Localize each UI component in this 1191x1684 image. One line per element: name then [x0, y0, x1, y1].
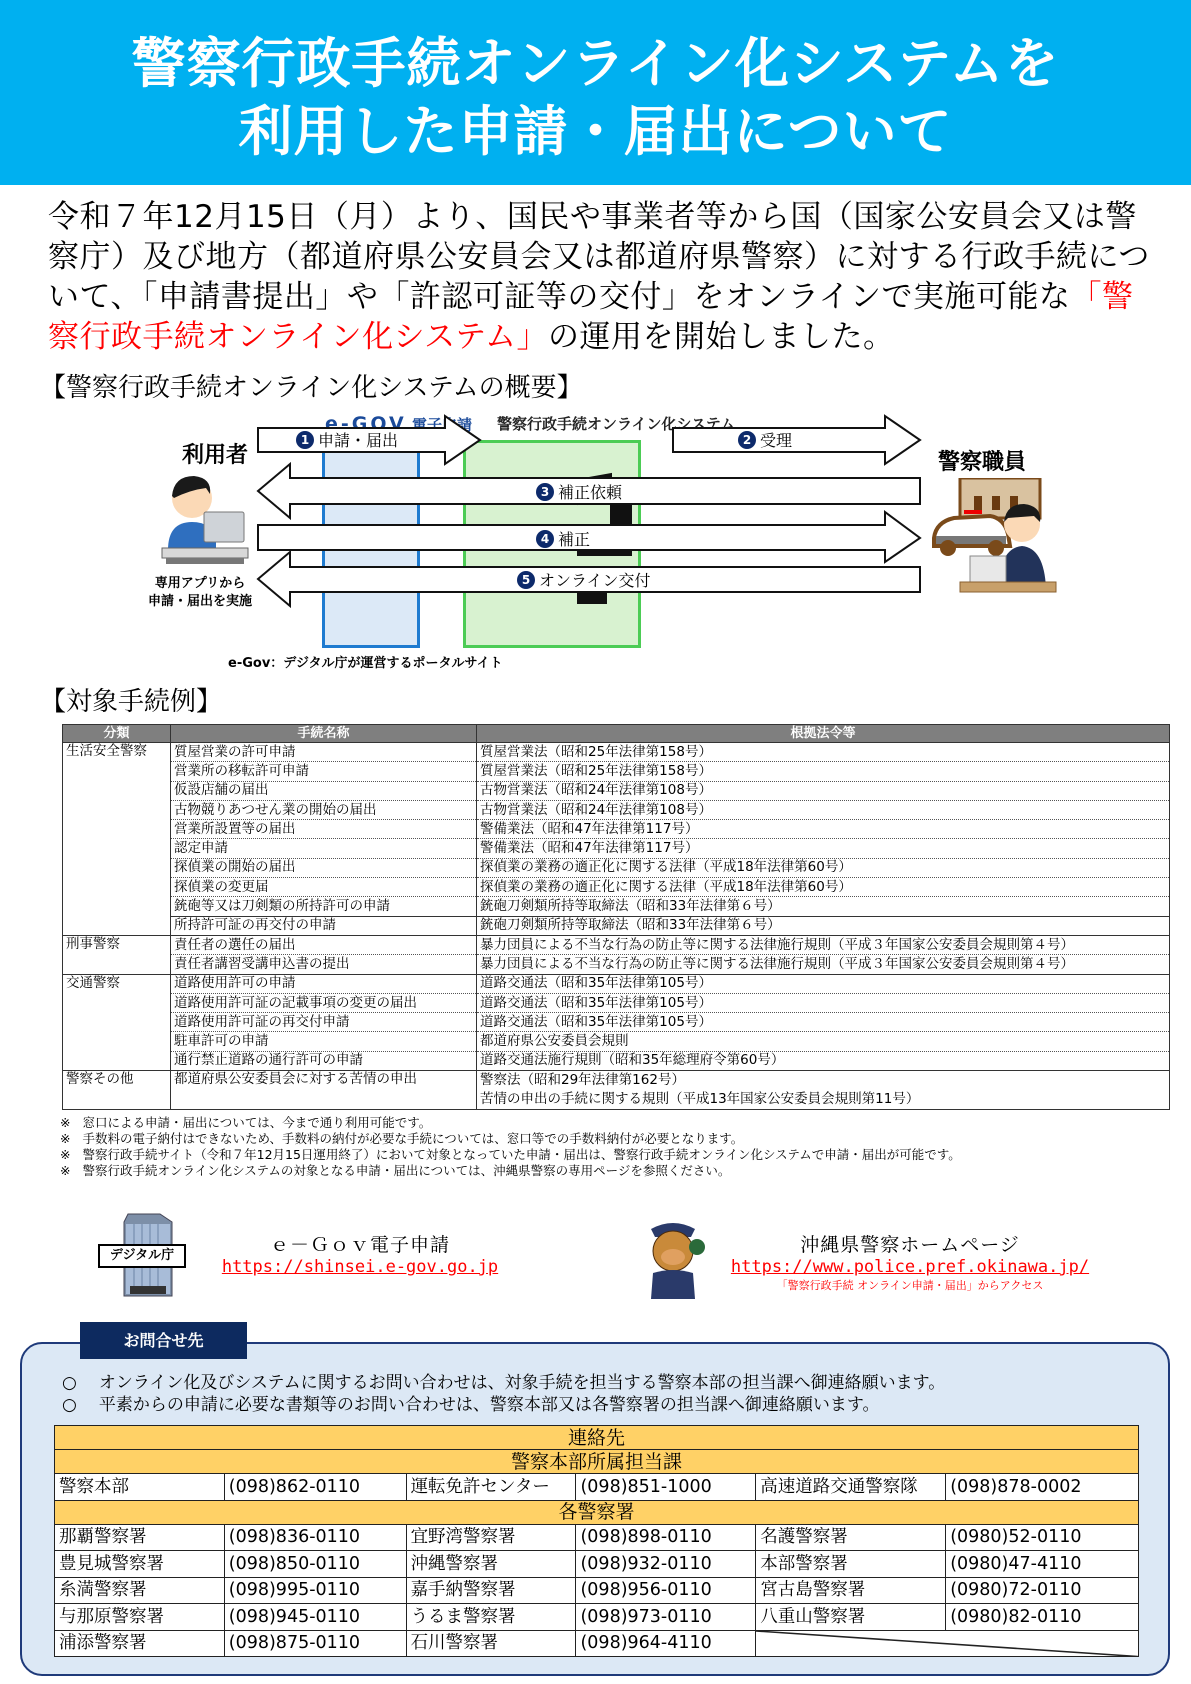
station-name: 八重山警察署: [756, 1604, 946, 1631]
flow-arrows: [140, 400, 1100, 680]
column-header-law: 根拠法令等: [477, 725, 1170, 743]
law-cell: 都道府県公安委員会規則: [477, 1032, 1170, 1051]
table-row: [63, 916, 1170, 935]
law-cell: 質屋営業法（昭和25年法律第158号）: [477, 743, 1170, 762]
table-row: [63, 781, 1170, 800]
table-title-row: 連絡先: [55, 1426, 1139, 1450]
office-name: 警察本部: [55, 1474, 225, 1501]
page-title-line2: 利用した申請・届出について: [238, 100, 953, 163]
contact-tab: お問合せ先: [80, 1322, 247, 1359]
station-name: 豊見城警察署: [55, 1551, 225, 1578]
procedure-name: 銃砲等又は刀剣類の所持許可の申請: [171, 897, 477, 916]
law-cell: 道路交通法（昭和35年法律第105号）: [477, 974, 1170, 993]
stations-header-row: 各警察署: [55, 1500, 1139, 1524]
empty-cell: [756, 1630, 1139, 1657]
procedure-name: 道路使用許可証の再交付申請: [171, 1013, 477, 1032]
phone-number: (098)836-0110: [224, 1524, 406, 1551]
law-cell: 銃砲刀剣類所持等取締法（昭和33年法律第６号）: [477, 897, 1170, 916]
phone-number: (0980)52-0110: [946, 1524, 1139, 1551]
intro-highlight: 「警察行政手続オンライン化システム」: [48, 279, 1134, 355]
procedure-name: 探偵業の開始の届出: [171, 858, 477, 877]
category-cell: 生活安全警察: [63, 743, 171, 936]
table-row: [63, 1071, 1170, 1090]
table-header-row: [63, 725, 1170, 743]
table-row: [55, 1551, 1139, 1578]
procedure-name: 古物競りあつせん業の開始の届出: [171, 800, 477, 819]
procedure-name: 営業所設置等の届出: [171, 820, 477, 839]
egov-link-title: ｅ－Ｇｏｖ電子申請: [269, 1234, 450, 1256]
category-cell: 警察その他: [63, 1071, 171, 1110]
law-cell: 道路交通法（昭和35年法律第105号）: [477, 1013, 1170, 1032]
procedure-name: 仮設店舗の届出: [171, 781, 477, 800]
station-name: 沖縄警察署: [406, 1551, 576, 1578]
station-name: 浦添警察署: [55, 1630, 225, 1657]
table-row: [63, 1032, 1170, 1051]
procedure-name: 道路使用許可証の記載事項の変更の届出: [171, 993, 477, 1012]
police-homepage-link[interactable]: https://www.police.pref.okinawa.jp/: [730, 1257, 1090, 1277]
table-row: [63, 762, 1170, 781]
station-name: 嘉手納警察署: [406, 1577, 576, 1604]
procedure-name: 通行禁止道路の通行許可の申請: [171, 1051, 477, 1070]
step-number-icon: 4: [536, 530, 554, 548]
office-name: 運転免許センター: [406, 1474, 576, 1501]
station-name: うるま警察署: [406, 1604, 576, 1631]
system-label: 警察行政手続オンライン化システム: [497, 415, 736, 433]
procedure-name: 所持許可証の再交付の申請: [171, 916, 477, 935]
table-row: [55, 1630, 1139, 1657]
phone-number: (098)875-0110: [224, 1630, 406, 1657]
column-header-category: 分類: [63, 725, 171, 743]
procedure-name: 都道府県公安委員会に対する苦情の申出: [171, 1071, 477, 1110]
table-row: [63, 858, 1170, 877]
note-item: ※ 手数料の電子納付はできないため、手数料の納付が必要な手続については、窓口等での手数料納付が必要となります。: [60, 1131, 744, 1146]
law-cell: 古物営業法（昭和24年法律第108号）: [477, 781, 1170, 800]
table-row: [63, 800, 1170, 819]
police-mascot-icon: [637, 1215, 709, 1300]
procedures-heading: 【対象手続例】: [40, 687, 223, 717]
table-row: [63, 974, 1170, 993]
system-diagram: [140, 400, 1100, 680]
phone-number: (098)898-0110: [576, 1524, 756, 1551]
law-cell: 探偵業の業務の適正化に関する法律（平成18年法律第60号）: [477, 858, 1170, 877]
table-row: [55, 1577, 1139, 1604]
step-3-label: 3 補正依頼: [536, 480, 622, 503]
station-name: 名護警察署: [756, 1524, 946, 1551]
station-name: 与那原警察署: [55, 1604, 225, 1631]
phone-number: (098)995-0110: [224, 1577, 406, 1604]
table-row: [63, 1013, 1170, 1032]
law-cell: 古物営業法（昭和24年法律第108号）: [477, 800, 1170, 819]
table-row: [63, 935, 1170, 954]
office-name: 高速道路交通警察隊: [756, 1474, 946, 1501]
step-number-icon: 5: [517, 571, 535, 589]
step-1-label: 1 申請・届出: [296, 428, 398, 451]
table-row: [63, 897, 1170, 916]
police-link-block: [715, 1230, 1105, 1293]
law-cell: 苦情の申出の手続に関する規則（平成13年国家公安委員会規則第11号）: [477, 1090, 1170, 1109]
station-name: 宮古島警察署: [756, 1577, 946, 1604]
phone-number: (098)964-4110: [576, 1630, 756, 1657]
police-link-subtext: 「警察行政手続 オンライン申請・届出」からアクセス: [776, 1279, 1044, 1292]
table-row: [63, 993, 1170, 1012]
station-name: 宜野湾警察署: [406, 1524, 576, 1551]
note-item: ※ 警察行政手続サイト（令和７年12月15日運用終了）において対象となっていた申請・届出は、警察行政手続オンライン化システムで申請・届出が可能です。: [60, 1147, 961, 1162]
page-title-line1: 警察行政手続オンライン化システムを: [131, 32, 1060, 95]
law-cell: 警備業法（昭和47年法律第117号）: [477, 839, 1170, 858]
procedure-name: 認定申請: [171, 839, 477, 858]
category-cell: 交通警察: [63, 974, 171, 1070]
egov-link[interactable]: https://shinsei.e-gov.go.jp: [221, 1257, 499, 1277]
staff-title: 警察職員: [938, 450, 1027, 475]
law-cell: 道路交通法（昭和35年法律第105号）: [477, 993, 1170, 1012]
phone-number: (098)973-0110: [576, 1604, 756, 1631]
user-caption: 専用アプリから 申請・届出を実施: [147, 576, 252, 609]
phone-number: (098)862-0110: [224, 1474, 406, 1501]
page-title: [0, 30, 1191, 166]
law-cell: 質屋営業法（昭和25年法律第158号）: [477, 762, 1170, 781]
phone-number: (098)878-0002: [946, 1474, 1139, 1501]
procedure-name: 駐車許可の申請: [171, 1032, 477, 1051]
phone-number: (098)850-0110: [224, 1551, 406, 1578]
note-item: ※ 警察行政手続オンライン化システムの対象となる申請・届出については、沖縄県警察の専用ページを参照ください。: [60, 1163, 731, 1178]
procedure-name: 責任者の選任の届出: [171, 935, 477, 954]
procedures-table: [62, 724, 1170, 1110]
step-number-icon: 2: [738, 431, 756, 449]
egov-link-block: [210, 1230, 510, 1277]
table-row: [55, 1604, 1139, 1631]
step-number-icon: 1: [296, 431, 314, 449]
intro-text-end: の運用を開始しました。: [547, 319, 895, 355]
table-row: [63, 820, 1170, 839]
law-cell: 暴力団員による不当な行為の防止等に関する法律施行規則（平成３年国家公安委員会規則第４号）: [477, 935, 1170, 954]
contact-instructions: [62, 1372, 945, 1416]
overview-heading: 【警察行政手続オンライン化システムの概要】: [40, 373, 583, 403]
note-item: ※ 窓口による申請・届出については、今まで通り利用可能です。: [60, 1115, 432, 1130]
hq-header-row: 警察本部所属担当課: [55, 1450, 1139, 1474]
table-row: [63, 878, 1170, 897]
law-cell: 警察法（昭和29年法律第162号）: [477, 1071, 1170, 1090]
contact-line: ○ 平素からの申請に必要な書類等のお問い合わせは、警察本部又は各警察署の担当課へ御連絡願います。: [62, 1395, 880, 1415]
contact-phone-table: [54, 1425, 1139, 1657]
phone-number: (0980)47-4110: [946, 1551, 1139, 1578]
station-name: 那覇警察署: [55, 1524, 225, 1551]
law-cell: 銃砲刀剣類所持等取締法（昭和33年法律第６号）: [477, 916, 1170, 935]
law-cell: 道路交通法施行規則（昭和35年総理府令第60号）: [477, 1051, 1170, 1070]
intro-text: 令和７年12月15日（月）より、国民や事業者等から国（国家公安員会又は警察庁）及び地方（都道府県公安員会又は都道府県警察）に対する行政手続について、「申請書提出」や「許認可証等の交付」をオンラインで実施可能な: [48, 199, 1150, 315]
title-banner: [0, 0, 1191, 185]
table-row: [55, 1474, 1139, 1501]
station-name: 糸満警察署: [55, 1577, 225, 1604]
table-row: [63, 839, 1170, 858]
table-row: [63, 743, 1170, 762]
phone-number: (098)956-0110: [576, 1577, 756, 1604]
phone-number: (0980)82-0110: [946, 1604, 1139, 1631]
procedure-name: 営業所の移転許可申請: [171, 762, 477, 781]
step-5-label: 5 オンライン交付: [517, 568, 651, 591]
egov-footnote: e-Gov：デジタル庁が運営するポータルサイト: [228, 656, 503, 671]
police-link-title: 沖縄県警察ホームページ: [800, 1234, 1020, 1256]
phone-number: (098)932-0110: [576, 1551, 756, 1578]
table-row: [63, 1051, 1170, 1070]
step-number-icon: 3: [536, 483, 554, 501]
procedure-name: 責任者講習受講申込書の提出: [171, 955, 477, 974]
column-header-procedure: 手続名称: [171, 725, 477, 743]
phone-number: (0980)72-0110: [946, 1577, 1139, 1604]
phone-number: (098)851-1000: [576, 1474, 756, 1501]
station-name: 石川警察署: [406, 1630, 576, 1657]
egov-logo: e-GOV 電子申請: [325, 413, 472, 435]
table-row: [63, 955, 1170, 974]
step-2-label: 2 受理: [738, 428, 792, 451]
law-cell: 暴力団員による不当な行為の防止等に関する法律施行規則（平成３年国家公安委員会規則第４号）: [477, 955, 1170, 974]
intro-paragraph: [48, 197, 1158, 357]
procedure-name: 探偵業の変更届: [171, 878, 477, 897]
contact-line: ○ オンライン化及びシステムに関するお問い合わせは、対象手続を担当する警察本部の担当課へ御連絡願います。: [62, 1373, 946, 1393]
category-cell: 刑事警察: [63, 935, 171, 974]
law-cell: 探偵業の業務の適正化に関する法律（平成18年法律第60号）: [477, 878, 1170, 897]
step-4-label: 4 補正: [536, 527, 590, 550]
user-title: 利用者: [182, 443, 249, 468]
phone-number: (098)945-0110: [224, 1604, 406, 1631]
table-row: [55, 1524, 1139, 1551]
procedure-name: 質屋営業の許可申請: [171, 743, 477, 762]
law-cell: 警備業法（昭和47年法律第117号）: [477, 820, 1170, 839]
station-name: 本部警察署: [756, 1551, 946, 1578]
digital-agency-badge: デジタル庁: [98, 1244, 186, 1268]
notes-list: [60, 1115, 961, 1179]
procedure-name: 道路使用許可の申請: [171, 974, 477, 993]
